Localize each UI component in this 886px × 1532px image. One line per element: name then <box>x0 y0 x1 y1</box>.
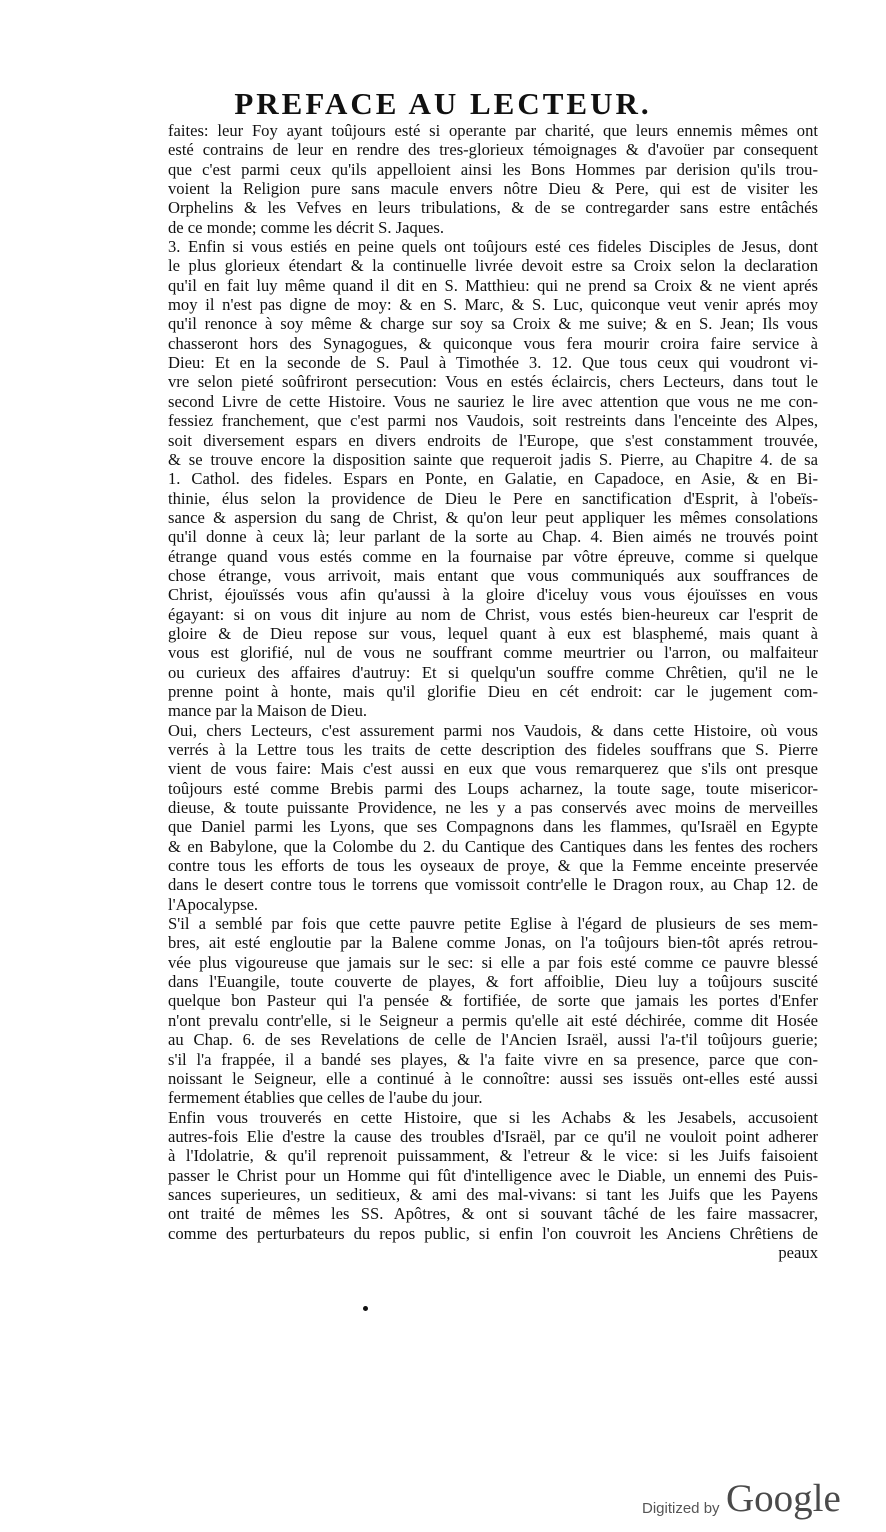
text-line: quelque bon Pasteur qui l'a pensée & fortifiée, de sorte que jamais les portes d'Enfer <box>168 991 818 1011</box>
text-line: vée plus vigoureuse que jamais sur le sec: si elle a par fois esté comme ce pauvre blessé <box>168 952 818 972</box>
text-line: passer le Christ pour un Homme qui fût d'intelligence avec le Diable, un ennemi des Puis- <box>168 1165 818 1185</box>
text-line: chasseront hors des Synagogues, & quiconque vous fera mourir croira faire service à <box>168 333 818 353</box>
text-line: & se trouve encore la disposition sainte que requeroit jadis S. Pierre, au Chapitre 4. de sa <box>168 449 818 469</box>
text-line: contre tous les efforts de tous les oyseaux de proye, & que la Femme enceinte preservée <box>168 856 818 876</box>
text-line: qu'il en fait luy même quand il dit en S. Matthieu: qui ne prend sa Croix & ne vient aprés <box>168 275 818 295</box>
text-line: sance & aspersion du sang de Christ, & qu'on leur peut appliquer les mêmes consolations <box>168 507 818 527</box>
text-line: second Livre de cette Histoire. Vous ne sauriez le lire avec attention que vous ne me con- <box>168 391 818 411</box>
text-line: verrés à la Lettre tous les traits de cette description des fideles souffrans que S. Pierre <box>168 740 818 759</box>
text-line: 3. Enfin si vous estiés en peine quels ont toûjours esté ces fideles Disciples de Jesus, dont <box>168 237 818 257</box>
text-line: comme des perturbateurs du repos public, si enfin l'on couvroit les Anciens Chrêtiens de <box>168 1223 818 1243</box>
text-line: soit diversement espars en divers endroits de l'Europe, que s'est constamment trouvée, <box>168 430 818 450</box>
text-line: Oui, chers Lecteurs, c'est assurement parmi nos Vaudois, & dans cette Histoire, où vous <box>168 720 818 740</box>
digitized-by-label: Digitized by <box>642 1500 720 1517</box>
text-line: Orphelins & les Vefves en leurs tribulations, & de se contregarder sans estre entâchés <box>168 198 818 218</box>
running-title: PREFACE AU LECTEUR. <box>234 86 652 121</box>
text-line: noissant le Seigneur, elle a continué à le connoître: aussi ses issuës ont-elles esté aussi <box>168 1068 818 1088</box>
text-line: vous est glorifié, nul de vous ne souffrant comme meurtrier ou l'arron, ou malfaiteur <box>168 643 818 663</box>
text-line: qu'il donne à ceux là; leur parlant de la sorte au Chap. 4. Bien aimés ne trouvés point <box>168 527 818 547</box>
text-line: s'il l'a frappée, il a bandé ses playes, & l'a faite vivre en sa presence, parce que con- <box>168 1049 818 1069</box>
text-line: Dieu: Et en la seconde de S. Paul à Timothée 3. 12. Que tous ceux qui voudront vi- <box>168 353 818 373</box>
text-line: voient la Religion pure sans macule envers nôtre Dieu & Pere, qui est de visiter les <box>168 179 818 199</box>
text-line: fermement établies que celles de l'aube du jour. <box>168 1088 483 1108</box>
text-line: étrange quand vous estés comme en la fournaise par vôtre épreuve, comme si quelque <box>168 546 818 566</box>
text-line: mance par la Maison de Dieu. <box>168 701 368 721</box>
text-line: prenne point à honte, mais qu'il glorifie Dieu en cét endroit: car le jugement com- <box>168 681 818 701</box>
text-line: sances superieures, un seditieux, & ami des mal-vivans: si tant les Juifs que les Payens <box>168 1184 818 1204</box>
text-line: vre selon pieté soûfriront persecution: Vous en estés éclaircis, chers Lecteurs, dans tout le <box>168 372 818 392</box>
text-line: au Chap. 6. de ses Revelations de celle de l'Ancien Israël, aussi l'a-t'il toûjours guerie; <box>168 1030 818 1050</box>
text-line: l'Apocalypse. <box>168 894 259 914</box>
text-line: vient de vous faire: Mais c'est aussi en eux que vous remarquerez que s'ils ont presque <box>168 759 818 779</box>
text-line: n'ont prevalu contr'elle, si le Seigneur a permis qu'elle ait esté déchirée, comme dit Hosée <box>168 1010 818 1030</box>
text-line: faites: leur Foy ayant toûjours esté si operante par charité, que leurs ennemis mêmes ont <box>168 121 818 140</box>
text-line: moy il n'est pas digne de moy: & en S. Marc, & S. Luc, quiconque veut venir aprés moy <box>168 295 818 315</box>
text-line: chose étrange, vous arrivoit, mais entant que vous communiqués aux souffrances de <box>168 565 818 585</box>
printer-mark-dot <box>363 1306 368 1311</box>
text-line: Christ, éjouïssés vous afin qu'aussi à la gloire d'iceluy vous vous éjouïsses en vous <box>168 585 818 605</box>
text-line: dieuse, & toute puissante Providence, ne les y a pas conservés avec moins de merveilles <box>168 798 818 818</box>
text-line: thinie, élus selon la providence de Dieu le Pere en sanctification d'Esprit, à l'obeïs- <box>168 488 818 508</box>
text-line: 1. Cathol. des fideles. Espars en Ponte, en Galatie, en Capadoce, en Asie, & en Bi- <box>168 469 818 489</box>
text-line: de ce monde; comme les décrit S. Jaques. <box>168 217 445 237</box>
google-logo: Google <box>726 1477 841 1520</box>
text-line: dans le desert contre tous le torrens que vomissoit contr'elle le Dragon roux, au Chap 12. de <box>168 875 818 895</box>
text-line: & en Babylone, que la Colombe du 2. du Cantique des Cantiques dans les fentes des rochers <box>168 836 818 856</box>
text-line: bres, ait esté engloutie par la Balene comme Jonas, on l'a toûjours bien-tôt aprés retrou- <box>168 933 818 953</box>
text-line: le plus glorieux étendart & la continuelle livrée devoit estre sa Croix selon la declaration <box>168 256 818 276</box>
text-line: dans l'Euangile, toute couverte de playes, & fort affoiblie, Dieu luy a toûjours suscité <box>168 972 818 992</box>
text-line: gloire & de Dieu repose sur vous, lequel quant à eux est blasphemé, mais quant à <box>168 623 818 643</box>
text-line: fessiez franchement, que c'est parmi nos Vaudois, soit restreints dans l'enceinte des Alpes, <box>168 411 818 431</box>
text-line: esté contrains de leur en rendre des tres-glorieux témoignages & d'avoüer par consequent <box>168 140 818 160</box>
google-watermark <box>640 1478 860 1528</box>
text-line: que Daniel parmi les Lyons, que ses Compagnons dans les flammes, qu'Israël en Egypte <box>168 817 818 837</box>
text-line: autres-fois Elie d'estre la cause des troubles d'Israël, par ce qu'il ne vouloit point adherer <box>168 1126 818 1146</box>
text-line: que c'est parmi ceux qu'ils appelloient ainsi les Bons Hommes par derision qu'ils trou- <box>168 159 818 179</box>
body-text <box>168 121 818 1262</box>
text-line: ou curieux des affaires d'autruy: Et si quelqu'un souffre comme Chrêtien, qu'il ne le <box>168 662 818 682</box>
text-line: ont traité de mêmes les SS. Apôtres, & ont si souvant tâché de les faire massacrer, <box>168 1204 818 1224</box>
text-line: S'il a semblé par fois que cette pauvre petite Eglise à l'égard de plusieurs de ses mem- <box>168 914 818 934</box>
text-line: égayant: si on vous dit injure au nom de Christ, vous estés bien-heureux car l'esprit de <box>168 604 818 624</box>
text-line: toûjours esté comme Brebis parmi des Loups acharnez, la toute sage, toute misericor- <box>168 778 818 798</box>
text-line: qu'il renonce à soy même & charge sur soy sa Croix & me suive; & en S. Jean; Ils vous <box>168 314 818 334</box>
text-line: Enfin vous trouverés en cette Histoire, que si les Achabs & les Jesabels, accusoient <box>168 1107 818 1127</box>
text-line: peaux <box>778 1242 818 1262</box>
text-line: à l'Idolatrie, & qu'il reprenoit puissamment, & l'etreur & le vice: si les Juifs faisoient <box>168 1146 818 1166</box>
